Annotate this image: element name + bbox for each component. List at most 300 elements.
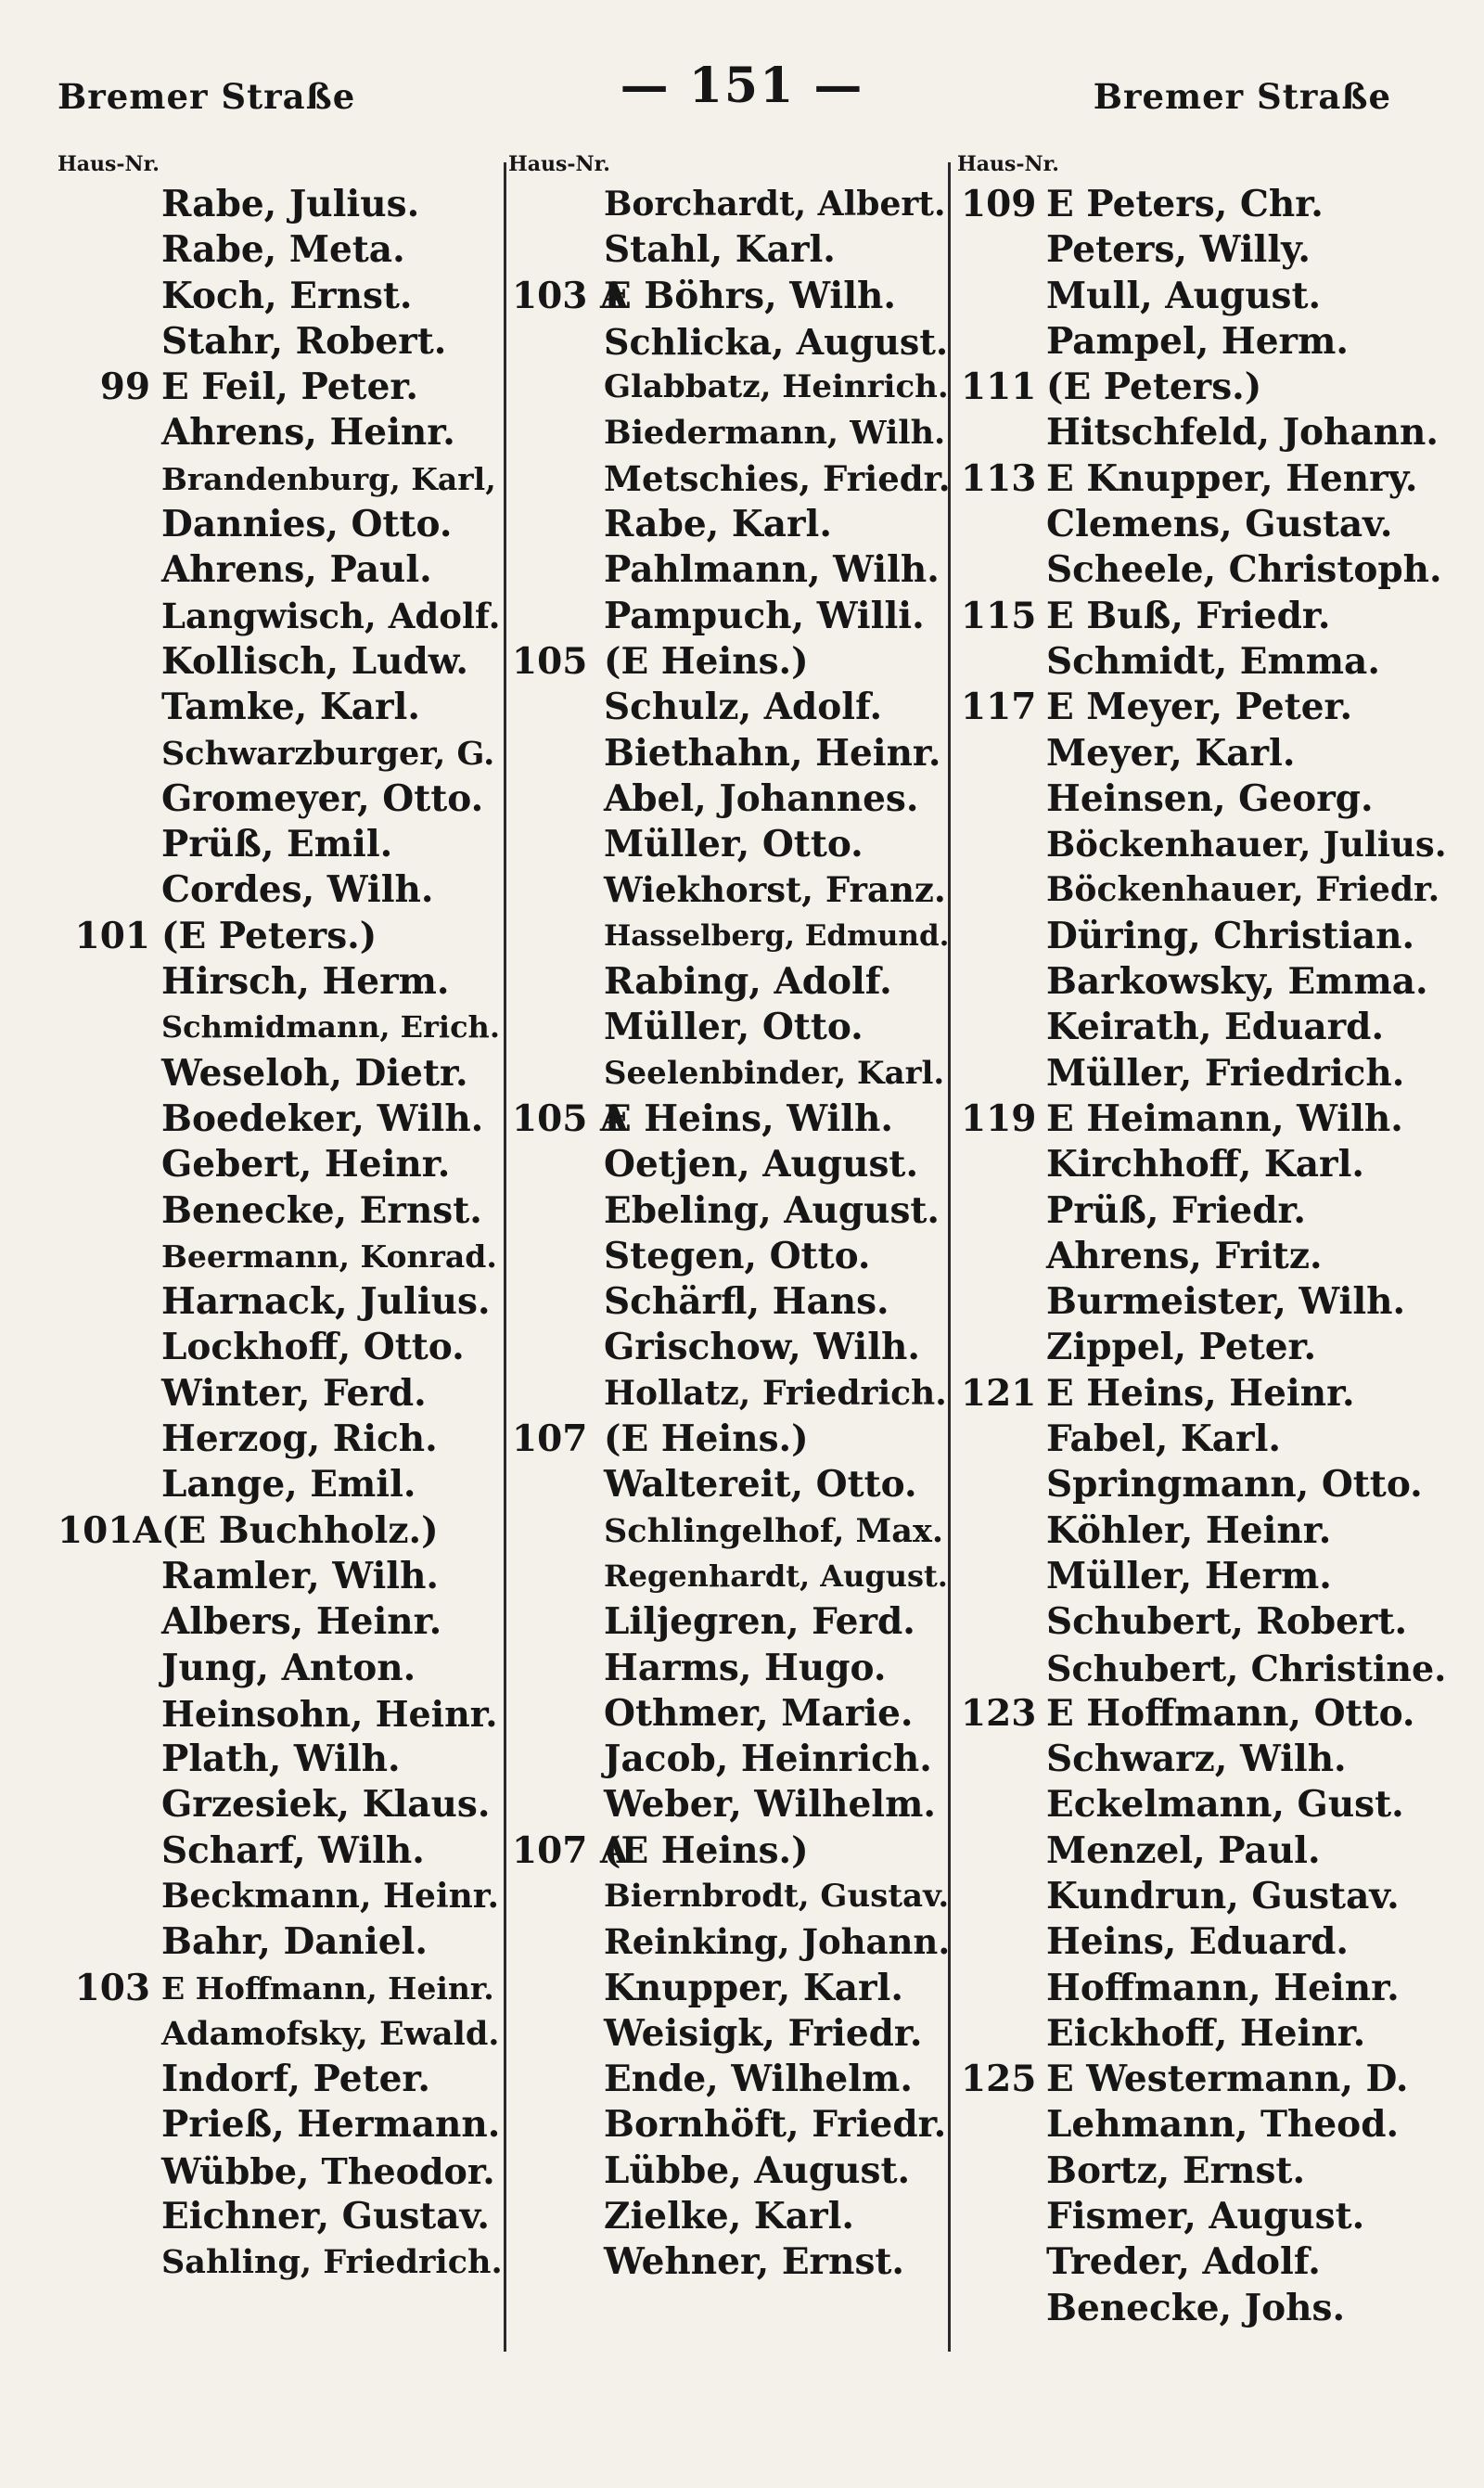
resident-name: Rabe, Meta. bbox=[161, 228, 405, 272]
resident-name: Ebeling, August. bbox=[604, 1188, 940, 1232]
list-item bbox=[508, 594, 952, 639]
resident-name: Kirchhoff, Karl. bbox=[1046, 1143, 1365, 1186]
resident-name: Rabe, Karl. bbox=[604, 503, 832, 546]
house-number: 115 bbox=[961, 594, 1037, 637]
list-item bbox=[58, 639, 503, 685]
resident-name: Wübbe, Theodor. bbox=[161, 2149, 495, 2192]
resident-name: Albers, Heinr. bbox=[161, 1600, 442, 1644]
resident-name: E Hoffmann, Heinr. bbox=[161, 1969, 494, 2007]
list-item bbox=[957, 456, 1449, 502]
resident-name: Ahrens, Fritz. bbox=[1046, 1234, 1323, 1277]
list-item bbox=[508, 1874, 952, 1919]
list-item bbox=[508, 1828, 952, 1874]
list-item bbox=[508, 319, 952, 365]
list-item bbox=[957, 1828, 1449, 1874]
resident-name: Scheele, Christoph. bbox=[1046, 548, 1442, 592]
list-item bbox=[508, 1462, 952, 1507]
resident-name: Wehner, Ernst. bbox=[604, 2240, 904, 2284]
resident-name: Prüß, Emil. bbox=[161, 823, 393, 866]
house-number: 119 bbox=[961, 1097, 1037, 1140]
resident-name: Müller, Otto. bbox=[604, 823, 864, 866]
resident-name: Springmann, Otto. bbox=[1046, 1463, 1423, 1507]
list-item bbox=[957, 1554, 1449, 1599]
house-number: 105 A bbox=[512, 1097, 629, 1140]
resident-name: Benecke, Ernst. bbox=[161, 1188, 482, 1232]
resident-name: Prüß, Friedr. bbox=[1046, 1188, 1307, 1232]
list-item bbox=[957, 1599, 1449, 1645]
list-item bbox=[957, 2148, 1449, 2194]
resident-name: Fabel, Karl. bbox=[1046, 1417, 1281, 1461]
resident-name: Schmidt, Emma. bbox=[1046, 639, 1380, 683]
list-item bbox=[58, 2148, 503, 2194]
list-item bbox=[957, 1325, 1449, 1370]
resident-name: Hitschfeld, Johann. bbox=[1046, 411, 1439, 455]
column-heading: Haus-Nr. bbox=[957, 152, 1059, 176]
list-item bbox=[508, 1966, 952, 2011]
house-number: 107 bbox=[512, 1417, 588, 1461]
list-item bbox=[508, 182, 952, 227]
resident-name: Jacob, Heinrich. bbox=[604, 1738, 932, 1781]
list-item bbox=[508, 1554, 952, 1599]
resident-name: Peters, Willy. bbox=[1046, 228, 1311, 272]
list-item bbox=[957, 1691, 1449, 1737]
resident-name: Schlicka, August. bbox=[604, 320, 949, 363]
resident-name: Heins, Eduard. bbox=[1046, 1920, 1349, 1964]
resident-name: Kollisch, Ludw. bbox=[161, 639, 468, 683]
running-head-right: Bremer Straße bbox=[1093, 76, 1391, 117]
resident-name: Pampel, Herm. bbox=[1046, 319, 1349, 363]
resident-name: Lange, Emil. bbox=[161, 1463, 416, 1507]
list-item bbox=[58, 1828, 503, 1874]
list-item bbox=[957, 776, 1449, 822]
resident-name: Prieß, Hermann. bbox=[161, 2103, 501, 2147]
list-item bbox=[58, 1462, 503, 1507]
resident-name: Ahrens, Paul. bbox=[161, 548, 432, 592]
house-number: 103 bbox=[74, 1966, 150, 2009]
list-item bbox=[508, 1188, 952, 1234]
list-item bbox=[508, 1417, 952, 1462]
list-item bbox=[58, 2194, 503, 2239]
resident-name: Meyer, Karl. bbox=[1046, 731, 1296, 775]
resident-name: Hirsch, Herm. bbox=[161, 960, 450, 1004]
resident-name: Hoffmann, Heinr. bbox=[1046, 1966, 1400, 2009]
page-number: — 151 — bbox=[620, 58, 864, 114]
list-item bbox=[58, 1188, 503, 1234]
list-item bbox=[957, 594, 1449, 639]
list-item bbox=[957, 914, 1449, 959]
resident-name: E Buß, Friedr. bbox=[1046, 594, 1331, 637]
resident-name: Grzesiek, Klaus. bbox=[161, 1783, 491, 1827]
house-number: 123 bbox=[961, 1691, 1037, 1735]
list-item bbox=[957, 1142, 1449, 1187]
list-item bbox=[58, 1919, 503, 1965]
resident-name: Stahl, Karl. bbox=[604, 228, 836, 272]
resident-name: Wiekhorst, Franz. bbox=[604, 869, 946, 911]
list-item bbox=[58, 274, 503, 319]
list-item bbox=[957, 182, 1449, 227]
resident-name: Langwisch, Adolf. bbox=[161, 595, 501, 636]
list-item bbox=[957, 867, 1449, 913]
resident-name: Indorf, Peter. bbox=[161, 2058, 430, 2101]
list-item bbox=[957, 2057, 1449, 2102]
list-item bbox=[58, 1874, 503, 1919]
list-item bbox=[957, 1919, 1449, 1965]
resident-name: Bornhöft, Friedr. bbox=[604, 2103, 947, 2147]
resident-name: Kundrun, Gustav. bbox=[1046, 1874, 1400, 1917]
list-item bbox=[957, 1279, 1449, 1325]
resident-name: Düring, Christian. bbox=[1046, 914, 1415, 957]
resident-name: E Hoffmann, Otto. bbox=[1046, 1691, 1415, 1735]
house-number: 109 bbox=[961, 183, 1037, 225]
list-item bbox=[58, 227, 503, 273]
list-item bbox=[508, 274, 952, 319]
list-item bbox=[508, 1005, 952, 1050]
list-item bbox=[508, 959, 952, 1005]
resident-name: Böckenhauer, Julius. bbox=[1046, 824, 1447, 866]
list-item bbox=[508, 2102, 952, 2148]
resident-name: Borchardt, Albert. bbox=[604, 185, 946, 224]
column-heading: Haus-Nr. bbox=[58, 152, 160, 176]
resident-name: Harnack, Julius. bbox=[161, 1280, 491, 1324]
resident-name: (E Heins.) bbox=[604, 639, 809, 683]
resident-name: Schubert, Christine. bbox=[1046, 1647, 1447, 1689]
list-item bbox=[957, 274, 1449, 319]
resident-name: Regenhardt, August. bbox=[604, 1558, 948, 1594]
list-item bbox=[58, 1234, 503, 1279]
list-item bbox=[508, 1508, 952, 1554]
list-item bbox=[508, 731, 952, 776]
list-item bbox=[508, 822, 952, 867]
resident-name: Treder, Adolf. bbox=[1046, 2240, 1321, 2284]
resident-name: E Heimann, Wilh. bbox=[1046, 1097, 1403, 1140]
house-number: 125 bbox=[961, 2058, 1037, 2101]
resident-name: E Westermann, D. bbox=[1046, 2058, 1409, 2101]
resident-name: Rabe, Julius. bbox=[161, 183, 420, 225]
resident-name: Adamofsky, Ewald. bbox=[161, 2014, 500, 2053]
house-number: 105 bbox=[512, 639, 588, 683]
resident-name: Schwarzburger, G. bbox=[161, 734, 495, 773]
list-item bbox=[508, 1646, 952, 1691]
resident-name: Lehmann, Theod. bbox=[1046, 2103, 1400, 2147]
list-item bbox=[957, 1874, 1449, 1919]
list-item bbox=[58, 2011, 503, 2057]
list-item bbox=[957, 2102, 1449, 2148]
list-item bbox=[508, 1279, 952, 1325]
resident-name: Ende, Wilhelm. bbox=[604, 2058, 913, 2101]
resident-name: Stegen, Otto. bbox=[604, 1234, 871, 1277]
list-item bbox=[58, 1325, 503, 1370]
resident-name: Burmeister, Wilh. bbox=[1046, 1280, 1406, 1324]
resident-name: Stahr, Robert. bbox=[161, 319, 447, 363]
resident-name: Winter, Ferd. bbox=[161, 1371, 427, 1415]
resident-name: Harms, Hugo. bbox=[604, 1646, 887, 1689]
list-item bbox=[508, 1371, 952, 1417]
column-3 bbox=[957, 148, 1449, 2449]
resident-name: E Peters, Chr. bbox=[1046, 183, 1324, 225]
list-item bbox=[957, 410, 1449, 455]
resident-name: Schubert, Robert. bbox=[1046, 1600, 1408, 1644]
resident-name: Müller, Herm. bbox=[1046, 1554, 1332, 1597]
list-item bbox=[508, 1142, 952, 1187]
page-header bbox=[0, 58, 1484, 132]
resident-name: Bahr, Daniel. bbox=[161, 1920, 428, 1964]
house-number: 101A bbox=[58, 1508, 161, 1552]
resident-name: Glabbatz, Heinrich. bbox=[604, 368, 949, 406]
list-item bbox=[508, 2239, 952, 2285]
resident-name: Weber, Wilhelm. bbox=[604, 1783, 936, 1827]
list-item bbox=[508, 867, 952, 913]
list-item bbox=[957, 731, 1449, 776]
list-item bbox=[58, 1005, 503, 1050]
list-item bbox=[58, 1737, 503, 1782]
house-number: 111 bbox=[961, 366, 1037, 409]
list-item bbox=[957, 319, 1449, 365]
resident-name: Müller, Otto. bbox=[604, 1006, 864, 1049]
resident-name: Eckelmann, Gust. bbox=[1046, 1783, 1404, 1827]
resident-name: E Meyer, Peter. bbox=[1046, 686, 1353, 729]
resident-name: Benecke, Johs. bbox=[1046, 2286, 1346, 2329]
house-number: 103 A bbox=[512, 274, 629, 317]
resident-name: Hasselberg, Edmund. bbox=[604, 918, 950, 953]
resident-name: Biernbrodt, Gustav. bbox=[604, 1877, 950, 1915]
resident-name: Keirath, Eduard. bbox=[1046, 1006, 1385, 1049]
list-item bbox=[957, 2239, 1449, 2285]
list-item bbox=[58, 319, 503, 365]
resident-name: Beckmann, Heinr. bbox=[161, 1876, 499, 1916]
list-item bbox=[58, 1417, 503, 1462]
list-item bbox=[508, 1234, 952, 1279]
resident-name: Beermann, Konrad. bbox=[161, 1238, 497, 1275]
resident-name: Barkowsky, Emma. bbox=[1046, 960, 1428, 1004]
resident-name: Biedermann, Wilh. bbox=[604, 414, 946, 453]
resident-name: Müller, Friedrich. bbox=[1046, 1051, 1405, 1095]
resident-name: Knupper, Karl. bbox=[604, 1966, 903, 2009]
resident-name: Ramler, Wilh. bbox=[161, 1554, 440, 1597]
resident-name: E Böhrs, Wilh. bbox=[604, 274, 896, 317]
resident-name: E Heins, Heinr. bbox=[1046, 1371, 1355, 1415]
list-item bbox=[957, 1234, 1449, 1279]
list-item bbox=[58, 410, 503, 455]
resident-name: Jung, Anton. bbox=[161, 1646, 416, 1689]
resident-name: Dannies, Otto. bbox=[161, 503, 453, 546]
list-item bbox=[58, 1599, 503, 1645]
list-item bbox=[957, 2011, 1449, 2057]
list-item bbox=[957, 2286, 1449, 2331]
resident-name: Heinsen, Georg. bbox=[1046, 776, 1374, 820]
list-item bbox=[508, 1691, 952, 1737]
list-item bbox=[508, 1051, 952, 1097]
list-item bbox=[58, 1508, 503, 1554]
list-item bbox=[508, 914, 952, 959]
list-item bbox=[508, 2011, 952, 2057]
resident-name: Pahlmann, Wilh. bbox=[604, 548, 940, 592]
list-item bbox=[508, 547, 952, 593]
list-item bbox=[957, 2194, 1449, 2239]
resident-name: Reinking, Johann. bbox=[604, 1921, 951, 1963]
list-item bbox=[957, 959, 1449, 1005]
resident-name: Gebert, Heinr. bbox=[161, 1143, 451, 1186]
resident-name: Seelenbinder, Karl. bbox=[604, 1054, 945, 1092]
list-item bbox=[957, 502, 1449, 547]
list-item bbox=[957, 1508, 1449, 1554]
list-item bbox=[58, 594, 503, 639]
resident-name: Clemens, Gustav. bbox=[1046, 503, 1393, 546]
list-item bbox=[58, 1691, 503, 1737]
column-1 bbox=[58, 148, 503, 2449]
list-item bbox=[508, 2194, 952, 2239]
resident-name: Waltereit, Otto. bbox=[604, 1463, 917, 1507]
resident-name: Eichner, Gustav. bbox=[161, 2195, 490, 2238]
resident-name: Lockhoff, Otto. bbox=[161, 1326, 465, 1369]
house-number: 99 bbox=[99, 366, 150, 409]
resident-name: E Feil, Peter. bbox=[161, 366, 418, 409]
list-item bbox=[508, 1599, 952, 1645]
resident-name: Scharf, Wilh. bbox=[161, 1828, 425, 1872]
resident-name: Pampuch, Willi. bbox=[604, 594, 925, 637]
resident-name: Grischow, Wilh. bbox=[604, 1326, 920, 1369]
list-item bbox=[957, 639, 1449, 685]
list-item bbox=[58, 685, 503, 730]
list-item bbox=[58, 502, 503, 547]
resident-name: Plath, Wilh. bbox=[161, 1738, 401, 1781]
resident-name: Weseloh, Dietr. bbox=[161, 1051, 468, 1095]
resident-name: (E Heins.) bbox=[604, 1828, 809, 1872]
column-heading: Haus-Nr. bbox=[508, 152, 610, 176]
list-item bbox=[508, 227, 952, 273]
resident-name: Koch, Ernst. bbox=[161, 274, 413, 317]
resident-name: Schlingelhof, Max. bbox=[604, 1511, 944, 1550]
list-item bbox=[957, 1005, 1449, 1050]
list-item bbox=[58, 731, 503, 776]
list-item bbox=[957, 685, 1449, 730]
list-item bbox=[508, 365, 952, 410]
resident-name: Brandenburg, Karl, bbox=[161, 460, 496, 497]
list-item bbox=[957, 227, 1449, 273]
resident-name: Sahling, Friedrich. bbox=[161, 2243, 503, 2282]
resident-name: Lübbe, August. bbox=[604, 2148, 911, 2192]
running-head-left: Bremer Straße bbox=[58, 76, 356, 117]
list-item bbox=[957, 547, 1449, 593]
list-item bbox=[508, 410, 952, 455]
list-item bbox=[957, 1782, 1449, 1828]
resident-name: Abel, Johannes. bbox=[604, 776, 919, 820]
list-item bbox=[957, 1051, 1449, 1097]
list-item bbox=[58, 1554, 503, 1599]
list-item bbox=[58, 1097, 503, 1142]
resident-name: Oetjen, August. bbox=[604, 1143, 919, 1186]
list-item bbox=[508, 776, 952, 822]
list-item bbox=[957, 1371, 1449, 1417]
resident-name: (E Peters.) bbox=[1046, 366, 1262, 409]
list-item bbox=[508, 1325, 952, 1370]
list-item bbox=[58, 2102, 503, 2148]
list-item bbox=[957, 1462, 1449, 1507]
list-item bbox=[508, 2057, 952, 2102]
list-item bbox=[957, 1417, 1449, 1462]
list-item bbox=[58, 959, 503, 1005]
resident-name: Schmidmann, Erich. bbox=[161, 1009, 500, 1045]
resident-name: (E Heins.) bbox=[604, 1417, 809, 1461]
resident-name: Herzog, Rich. bbox=[161, 1417, 438, 1461]
resident-name: (E Buchholz.) bbox=[161, 1508, 439, 1552]
resident-name: Biethahn, Heinr. bbox=[604, 731, 941, 775]
resident-name: Boedeker, Wilh. bbox=[161, 1097, 484, 1140]
list-item bbox=[58, 822, 503, 867]
list-item bbox=[508, 2148, 952, 2194]
resident-name: Schulz, Adolf. bbox=[604, 686, 883, 729]
resident-name: E Heins, Wilh. bbox=[604, 1097, 893, 1140]
resident-name: Bortz, Ernst. bbox=[1046, 2148, 1306, 2192]
list-item bbox=[58, 1279, 503, 1325]
resident-name: Zielke, Karl. bbox=[604, 2195, 855, 2238]
list-item bbox=[508, 456, 952, 502]
resident-name: Othmer, Marie. bbox=[604, 1691, 914, 1735]
resident-name: Rabing, Adolf. bbox=[604, 960, 892, 1004]
list-item bbox=[58, 456, 503, 502]
list-item bbox=[957, 365, 1449, 410]
resident-name: Weisigk, Friedr. bbox=[604, 2011, 923, 2055]
resident-name: Ahrens, Heinr. bbox=[161, 411, 455, 455]
resident-name: Schwarz, Wilh. bbox=[1046, 1738, 1347, 1781]
list-item bbox=[58, 1966, 503, 2011]
column-2 bbox=[508, 148, 952, 2449]
resident-name: Mull, August. bbox=[1046, 274, 1322, 317]
resident-name: Schärfl, Hans. bbox=[604, 1280, 889, 1324]
resident-name: Hollatz, Friedrich. bbox=[604, 1373, 947, 1413]
resident-name: Böckenhauer, Friedr. bbox=[1046, 870, 1440, 910]
list-item bbox=[508, 639, 952, 685]
list-item bbox=[58, 867, 503, 913]
list-item bbox=[58, 1646, 503, 1691]
list-item bbox=[957, 1966, 1449, 2011]
list-item bbox=[508, 502, 952, 547]
resident-name: Köhler, Heinr. bbox=[1046, 1508, 1332, 1552]
house-number: 113 bbox=[961, 456, 1037, 500]
house-number: 107 A bbox=[512, 1828, 629, 1872]
resident-name: Metschies, Friedr. bbox=[604, 457, 951, 499]
resident-name: Heinsohn, Heinr. bbox=[161, 1692, 498, 1735]
list-item bbox=[508, 1097, 952, 1142]
resident-name: Menzel, Paul. bbox=[1046, 1828, 1321, 1872]
resident-name: Liljegren, Ferd. bbox=[604, 1600, 915, 1644]
list-item bbox=[957, 1737, 1449, 1782]
resident-name: Tamke, Karl. bbox=[161, 686, 420, 729]
list-item bbox=[58, 776, 503, 822]
list-item bbox=[957, 1646, 1449, 1691]
list-item bbox=[508, 1782, 952, 1828]
list-item bbox=[58, 1142, 503, 1187]
list-item bbox=[58, 182, 503, 227]
list-item bbox=[58, 1371, 503, 1417]
list-item bbox=[58, 1782, 503, 1828]
list-item bbox=[58, 914, 503, 959]
list-item bbox=[58, 2239, 503, 2285]
house-number: 101 bbox=[74, 914, 150, 957]
list-item bbox=[58, 365, 503, 410]
list-item bbox=[957, 1188, 1449, 1234]
list-item bbox=[58, 2057, 503, 2102]
list-item bbox=[957, 822, 1449, 867]
resident-name: Eickhoff, Heinr. bbox=[1046, 2011, 1366, 2055]
column-divider bbox=[504, 162, 506, 2352]
list-item bbox=[58, 547, 503, 593]
resident-name: Zippel, Peter. bbox=[1046, 1326, 1317, 1369]
resident-name: (E Peters.) bbox=[161, 914, 377, 957]
list-item bbox=[58, 1051, 503, 1097]
house-number: 117 bbox=[961, 686, 1037, 729]
resident-name: Cordes, Wilh. bbox=[161, 868, 434, 912]
list-item bbox=[508, 1919, 952, 1965]
